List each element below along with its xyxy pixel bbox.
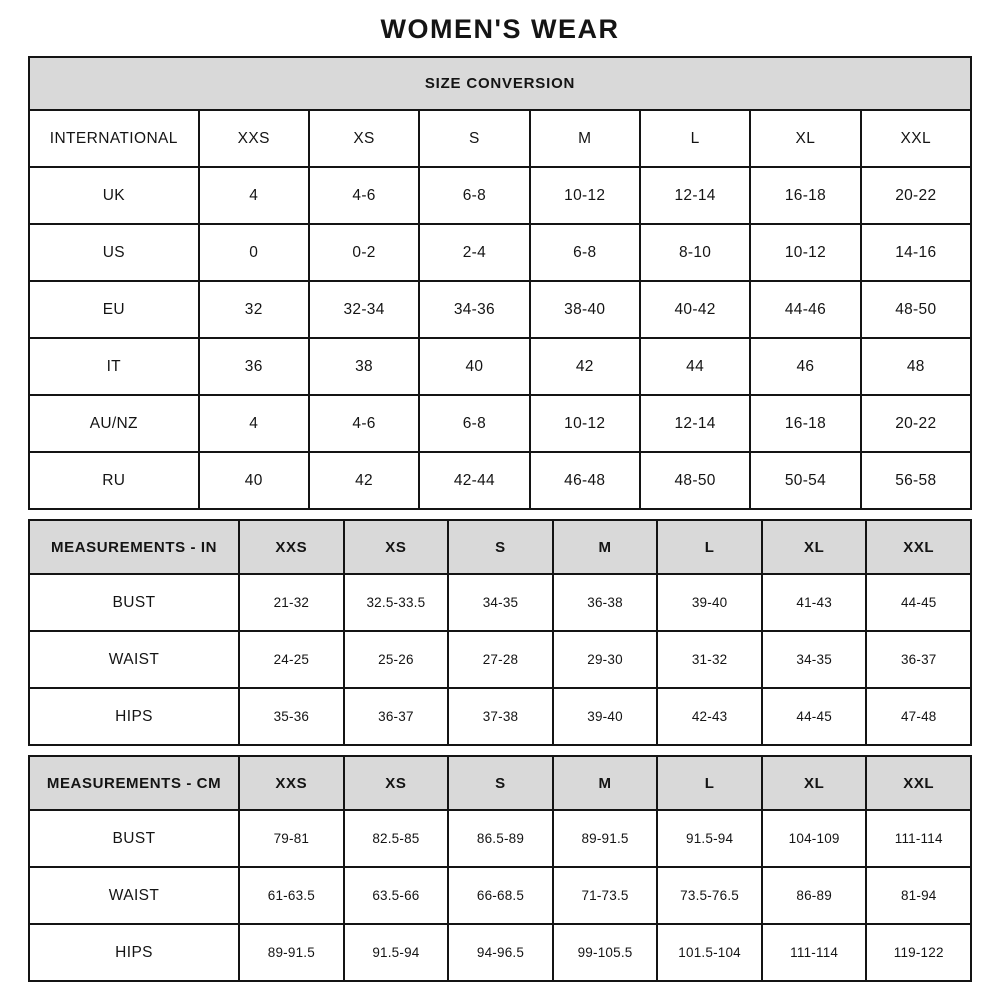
value-cell: 24-25	[239, 631, 344, 688]
value-cell: 40	[199, 452, 309, 509]
row-label-cell: WAIST	[29, 631, 239, 688]
value-cell: 4-6	[309, 167, 419, 224]
value-cell: 34-36	[419, 281, 529, 338]
row-label-cell: HIPS	[29, 924, 239, 981]
value-cell: 91.5-94	[657, 810, 762, 867]
table-row	[29, 167, 971, 224]
value-cell: 66-68.5	[448, 867, 553, 924]
value-cell: 38	[309, 338, 419, 395]
table-row	[29, 338, 971, 395]
table-row	[29, 395, 971, 452]
value-cell: 14-16	[861, 224, 971, 281]
measurements-in-table	[28, 519, 972, 746]
size-column-header: S	[448, 520, 553, 574]
value-cell: 48	[861, 338, 971, 395]
value-cell: 31-32	[657, 631, 762, 688]
value-cell: 86.5-89	[448, 810, 553, 867]
table-header-row	[29, 110, 971, 167]
value-cell: 6-8	[419, 167, 529, 224]
value-cell: 12-14	[640, 167, 750, 224]
size-column-header: XL	[762, 756, 867, 810]
row-label-cell: BUST	[29, 810, 239, 867]
value-cell: 56-58	[861, 452, 971, 509]
value-cell: 20-22	[861, 167, 971, 224]
table-header-row	[29, 756, 971, 810]
size-column-header: XL	[762, 520, 867, 574]
value-cell: 82.5-85	[344, 810, 449, 867]
value-cell: 81-94	[866, 867, 971, 924]
value-cell: 39-40	[657, 574, 762, 631]
value-cell: 39-40	[553, 688, 658, 745]
size-column-header: XS	[344, 756, 449, 810]
size-column-header: M	[553, 756, 658, 810]
measurements-cm-table	[28, 755, 972, 982]
value-cell: 8-10	[640, 224, 750, 281]
size-column-header: XL	[750, 110, 860, 167]
table-row	[29, 631, 971, 688]
value-cell: 48-50	[861, 281, 971, 338]
label-column-header: MEASUREMENTS - CM	[29, 756, 239, 810]
size-column-header: S	[419, 110, 529, 167]
table-row	[29, 224, 971, 281]
value-cell: 41-43	[762, 574, 867, 631]
value-cell: 40-42	[640, 281, 750, 338]
value-cell: 20-22	[861, 395, 971, 452]
value-cell: 37-38	[448, 688, 553, 745]
value-cell: 16-18	[750, 167, 860, 224]
value-cell: 34-35	[448, 574, 553, 631]
table-row	[29, 924, 971, 981]
value-cell: 0	[199, 224, 309, 281]
size-column-header: XS	[344, 520, 449, 574]
value-cell: 38-40	[530, 281, 640, 338]
value-cell: 25-26	[344, 631, 449, 688]
value-cell: 44-45	[866, 574, 971, 631]
value-cell: 40	[419, 338, 529, 395]
table-title: SIZE CONVERSION	[29, 57, 971, 110]
value-cell: 71-73.5	[553, 867, 658, 924]
value-cell: 44-46	[750, 281, 860, 338]
value-cell: 29-30	[553, 631, 658, 688]
size-column-header: L	[657, 520, 762, 574]
size-column-header: M	[530, 110, 640, 167]
value-cell: 46	[750, 338, 860, 395]
row-label-cell: EU	[29, 281, 199, 338]
value-cell: 2-4	[419, 224, 529, 281]
value-cell: 27-28	[448, 631, 553, 688]
table-row	[29, 867, 971, 924]
size-column-header: L	[640, 110, 750, 167]
value-cell: 89-91.5	[553, 810, 658, 867]
table-title-row	[29, 57, 971, 110]
value-cell: 35-36	[239, 688, 344, 745]
size-column-header: L	[657, 756, 762, 810]
value-cell: 73.5-76.5	[657, 867, 762, 924]
value-cell: 79-81	[239, 810, 344, 867]
value-cell: 50-54	[750, 452, 860, 509]
value-cell: 46-48	[530, 452, 640, 509]
row-label-cell: RU	[29, 452, 199, 509]
value-cell: 4	[199, 167, 309, 224]
value-cell: 6-8	[530, 224, 640, 281]
value-cell: 42	[530, 338, 640, 395]
row-label-cell: IT	[29, 338, 199, 395]
value-cell: 44	[640, 338, 750, 395]
value-cell: 111-114	[866, 810, 971, 867]
row-label-cell: US	[29, 224, 199, 281]
row-label-cell: BUST	[29, 574, 239, 631]
value-cell: 48-50	[640, 452, 750, 509]
table-row	[29, 688, 971, 745]
size-column-header: M	[553, 520, 658, 574]
value-cell: 94-96.5	[448, 924, 553, 981]
value-cell: 4-6	[309, 395, 419, 452]
value-cell: 4	[199, 395, 309, 452]
value-cell: 63.5-66	[344, 867, 449, 924]
value-cell: 42	[309, 452, 419, 509]
value-cell: 36-38	[553, 574, 658, 631]
value-cell: 101.5-104	[657, 924, 762, 981]
value-cell: 34-35	[762, 631, 867, 688]
value-cell: 10-12	[530, 395, 640, 452]
table-row	[29, 810, 971, 867]
value-cell: 21-32	[239, 574, 344, 631]
size-column-header: XXS	[239, 756, 344, 810]
value-cell: 91.5-94	[344, 924, 449, 981]
value-cell: 99-105.5	[553, 924, 658, 981]
row-label-cell: UK	[29, 167, 199, 224]
value-cell: 104-109	[762, 810, 867, 867]
value-cell: 42-44	[419, 452, 529, 509]
size-column-header: XS	[309, 110, 419, 167]
value-cell: 32	[199, 281, 309, 338]
value-cell: 47-48	[866, 688, 971, 745]
value-cell: 89-91.5	[239, 924, 344, 981]
label-column-header: INTERNATIONAL	[29, 110, 199, 167]
table-row	[29, 281, 971, 338]
table-row	[29, 452, 971, 509]
value-cell: 10-12	[750, 224, 860, 281]
value-cell: 86-89	[762, 867, 867, 924]
size-column-header: XXL	[866, 520, 971, 574]
page-title: WOMEN'S WEAR	[380, 14, 620, 44]
size-column-header: S	[448, 756, 553, 810]
value-cell: 119-122	[866, 924, 971, 981]
value-cell: 44-45	[762, 688, 867, 745]
label-column-header: MEASUREMENTS - IN	[29, 520, 239, 574]
row-label-cell: AU/NZ	[29, 395, 199, 452]
value-cell: 36-37	[866, 631, 971, 688]
value-cell: 61-63.5	[239, 867, 344, 924]
value-cell: 32-34	[309, 281, 419, 338]
value-cell: 16-18	[750, 395, 860, 452]
size-column-header: XXL	[861, 110, 971, 167]
row-label-cell: WAIST	[29, 867, 239, 924]
value-cell: 10-12	[530, 167, 640, 224]
value-cell: 32.5-33.5	[344, 574, 449, 631]
row-label-cell: HIPS	[29, 688, 239, 745]
table-header-row	[29, 520, 971, 574]
size-column-header: XXL	[866, 756, 971, 810]
size-column-header: XXS	[239, 520, 344, 574]
table-row	[29, 574, 971, 631]
value-cell: 36	[199, 338, 309, 395]
value-cell: 42-43	[657, 688, 762, 745]
value-cell: 111-114	[762, 924, 867, 981]
value-cell: 12-14	[640, 395, 750, 452]
size-column-header: XXS	[199, 110, 309, 167]
size-conversion-table	[28, 56, 972, 510]
value-cell: 36-37	[344, 688, 449, 745]
value-cell: 6-8	[419, 395, 529, 452]
value-cell: 0-2	[309, 224, 419, 281]
